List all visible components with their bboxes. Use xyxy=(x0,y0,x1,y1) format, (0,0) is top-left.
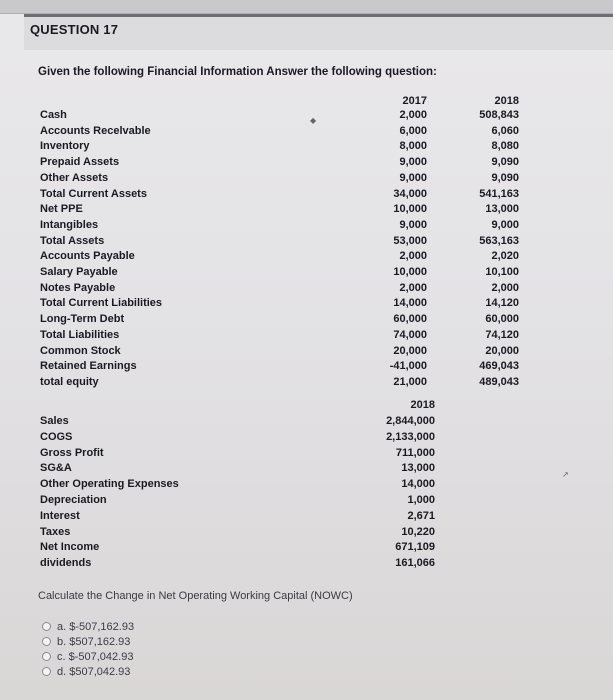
income-statement-header xyxy=(0,398,613,412)
income-statement-row xyxy=(0,461,613,475)
row-label: Total Assets xyxy=(40,234,105,247)
balance-sheet-row xyxy=(0,344,613,358)
balance-sheet-row xyxy=(0,234,613,248)
balance-sheet-row xyxy=(0,218,613,232)
option-label: c. $-507,042.93 xyxy=(57,651,134,663)
answer-option-b[interactable] xyxy=(42,635,130,649)
question-title: QUESTION 17 xyxy=(30,22,119,37)
row-label: Total Current Assets xyxy=(40,187,147,200)
year-2018-header: 2018 xyxy=(494,95,519,107)
option-label: d. $507,042.93 xyxy=(57,666,131,678)
value-2018: 2,000 xyxy=(491,281,519,294)
value-2018: 9,000 xyxy=(491,218,519,231)
row-label: dividends xyxy=(40,557,92,570)
value-2017: 9,000 xyxy=(399,156,427,169)
row-label: SG&A xyxy=(40,462,72,475)
row-value: 2,844,000 xyxy=(386,415,435,427)
value-2018: 8,080 xyxy=(491,140,519,153)
value-2017: 8,000 xyxy=(399,140,427,153)
value-2018: 20,000 xyxy=(485,344,519,357)
row-label: total equity xyxy=(40,375,99,388)
row-label: Interest xyxy=(40,509,80,522)
value-2018: 9,090 xyxy=(491,156,519,169)
value-2017: 34,000 xyxy=(393,187,427,200)
radio-button-icon[interactable] xyxy=(42,667,51,676)
value-2017: 21,000 xyxy=(393,375,427,388)
balance-sheet-row xyxy=(0,312,613,326)
row-label: Sales xyxy=(40,415,69,427)
value-2018: 10,100 xyxy=(485,266,519,278)
balance-sheet-row xyxy=(0,249,613,263)
income-statement-row xyxy=(0,446,613,460)
row-value: 13,000 xyxy=(401,462,435,475)
cursor-mark-icon: ◆ xyxy=(310,116,317,125)
value-2018: 6,060 xyxy=(491,124,519,137)
question-intro: Given the following Financial Information Answer the following question: xyxy=(38,66,437,78)
row-value: 2,133,000 xyxy=(386,430,435,443)
income-statement-row xyxy=(0,525,613,539)
radio-button-icon[interactable] xyxy=(42,652,51,661)
row-label: Other Assets xyxy=(40,171,109,184)
row-label: Accounts Recelvable xyxy=(40,124,151,137)
pointer-mark-icon: ↗ xyxy=(562,470,569,479)
top-divider xyxy=(0,0,613,14)
option-label: a. $-507,162.93 xyxy=(57,621,135,633)
income-year-header: 2018 xyxy=(410,399,435,411)
value-2017: 74,000 xyxy=(393,328,427,341)
row-label: Common Stock xyxy=(40,344,121,357)
value-2017: 2,000 xyxy=(399,109,427,121)
row-label: Accounts Payable xyxy=(40,250,135,263)
row-label: Other Operating Expenses xyxy=(40,478,179,491)
row-label: Retained Earnings xyxy=(40,360,137,373)
income-statement-row xyxy=(0,509,613,523)
row-label: Intangibles xyxy=(40,218,99,231)
question-prompt: Calculate the Change in Net Operating Working Capital (NOWC) xyxy=(38,590,353,602)
value-2018: 541,163 xyxy=(479,187,519,200)
balance-sheet-row xyxy=(0,202,613,216)
row-label: Prepaid Assets xyxy=(40,156,120,169)
row-value: 161,066 xyxy=(395,557,435,570)
value-2017: 14,000 xyxy=(393,297,427,310)
row-label: Depreciation xyxy=(40,494,107,506)
value-2017: 6,000 xyxy=(399,124,427,137)
value-2018: 563,163 xyxy=(479,234,519,247)
balance-sheet-row xyxy=(0,108,613,122)
value-2018: 489,043 xyxy=(479,375,519,388)
value-2018: 14,120 xyxy=(485,297,519,310)
value-2017: 9,000 xyxy=(399,218,427,231)
value-2018: 13,000 xyxy=(485,203,519,216)
row-label: Gross Profit xyxy=(40,446,104,459)
value-2018: 60,000 xyxy=(485,313,519,326)
balance-sheet-row xyxy=(0,265,613,279)
value-2017: 10,000 xyxy=(393,203,427,216)
radio-button-icon[interactable] xyxy=(42,637,51,646)
row-value: 1,000 xyxy=(407,494,435,506)
income-statement-row xyxy=(0,477,613,491)
balance-sheet-row xyxy=(0,139,613,153)
row-label: Notes Payable xyxy=(40,281,116,294)
value-2018: 2,020 xyxy=(491,250,519,263)
balance-sheet-header xyxy=(0,94,613,108)
value-2017: -41,000 xyxy=(389,360,427,373)
option-label: b. $507,162.93 xyxy=(57,636,131,648)
balance-sheet-row xyxy=(0,124,613,138)
row-label: Long-Term Debt xyxy=(40,313,125,326)
balance-sheet-row xyxy=(0,171,613,185)
income-statement-row xyxy=(0,540,613,554)
radio-button-icon[interactable] xyxy=(42,622,51,631)
income-statement-row xyxy=(0,556,613,570)
answer-option-d[interactable] xyxy=(42,665,130,679)
row-label: Taxes xyxy=(40,525,71,538)
value-2017: 53,000 xyxy=(393,234,427,247)
income-statement-row xyxy=(0,493,613,507)
balance-sheet-row xyxy=(0,281,613,295)
row-value: 711,000 xyxy=(395,446,435,459)
row-label: Net Income xyxy=(40,541,100,554)
balance-sheet-row xyxy=(0,296,613,310)
answer-option-c[interactable] xyxy=(42,650,133,664)
row-label: COGS xyxy=(40,430,73,443)
year-2017-header: 2017 xyxy=(402,95,427,107)
value-2018: 74,120 xyxy=(485,328,519,341)
row-label: Cash xyxy=(40,109,67,121)
row-label: Inventory xyxy=(40,140,90,153)
balance-sheet-row xyxy=(0,375,613,389)
value-2017: 2,000 xyxy=(399,281,427,294)
row-label: Total Liabilities xyxy=(40,328,120,341)
income-statement-row xyxy=(0,414,613,428)
row-value: 10,220 xyxy=(401,525,435,538)
balance-sheet-row xyxy=(0,155,613,169)
value-2017: 10,000 xyxy=(393,266,427,278)
answer-option-a[interactable] xyxy=(42,620,134,634)
value-2017: 60,000 xyxy=(393,313,427,326)
value-2017: 20,000 xyxy=(393,344,427,357)
income-statement-row xyxy=(0,430,613,444)
row-value: 671,109 xyxy=(395,541,435,554)
balance-sheet-row xyxy=(0,359,613,373)
value-2017: 2,000 xyxy=(399,250,427,263)
row-value: 14,000 xyxy=(401,478,435,491)
row-label: Total Current Liabilities xyxy=(40,297,163,310)
row-value: 2,671 xyxy=(407,509,435,522)
row-label: Net PPE xyxy=(40,203,83,216)
row-label: Salary Payable xyxy=(40,266,118,278)
value-2018: 9,090 xyxy=(491,171,519,184)
value-2018: 469,043 xyxy=(479,360,519,373)
balance-sheet-row xyxy=(0,328,613,342)
balance-sheet-row xyxy=(0,187,613,201)
value-2017: 9,000 xyxy=(399,171,427,184)
value-2018: 508,843 xyxy=(479,109,519,121)
